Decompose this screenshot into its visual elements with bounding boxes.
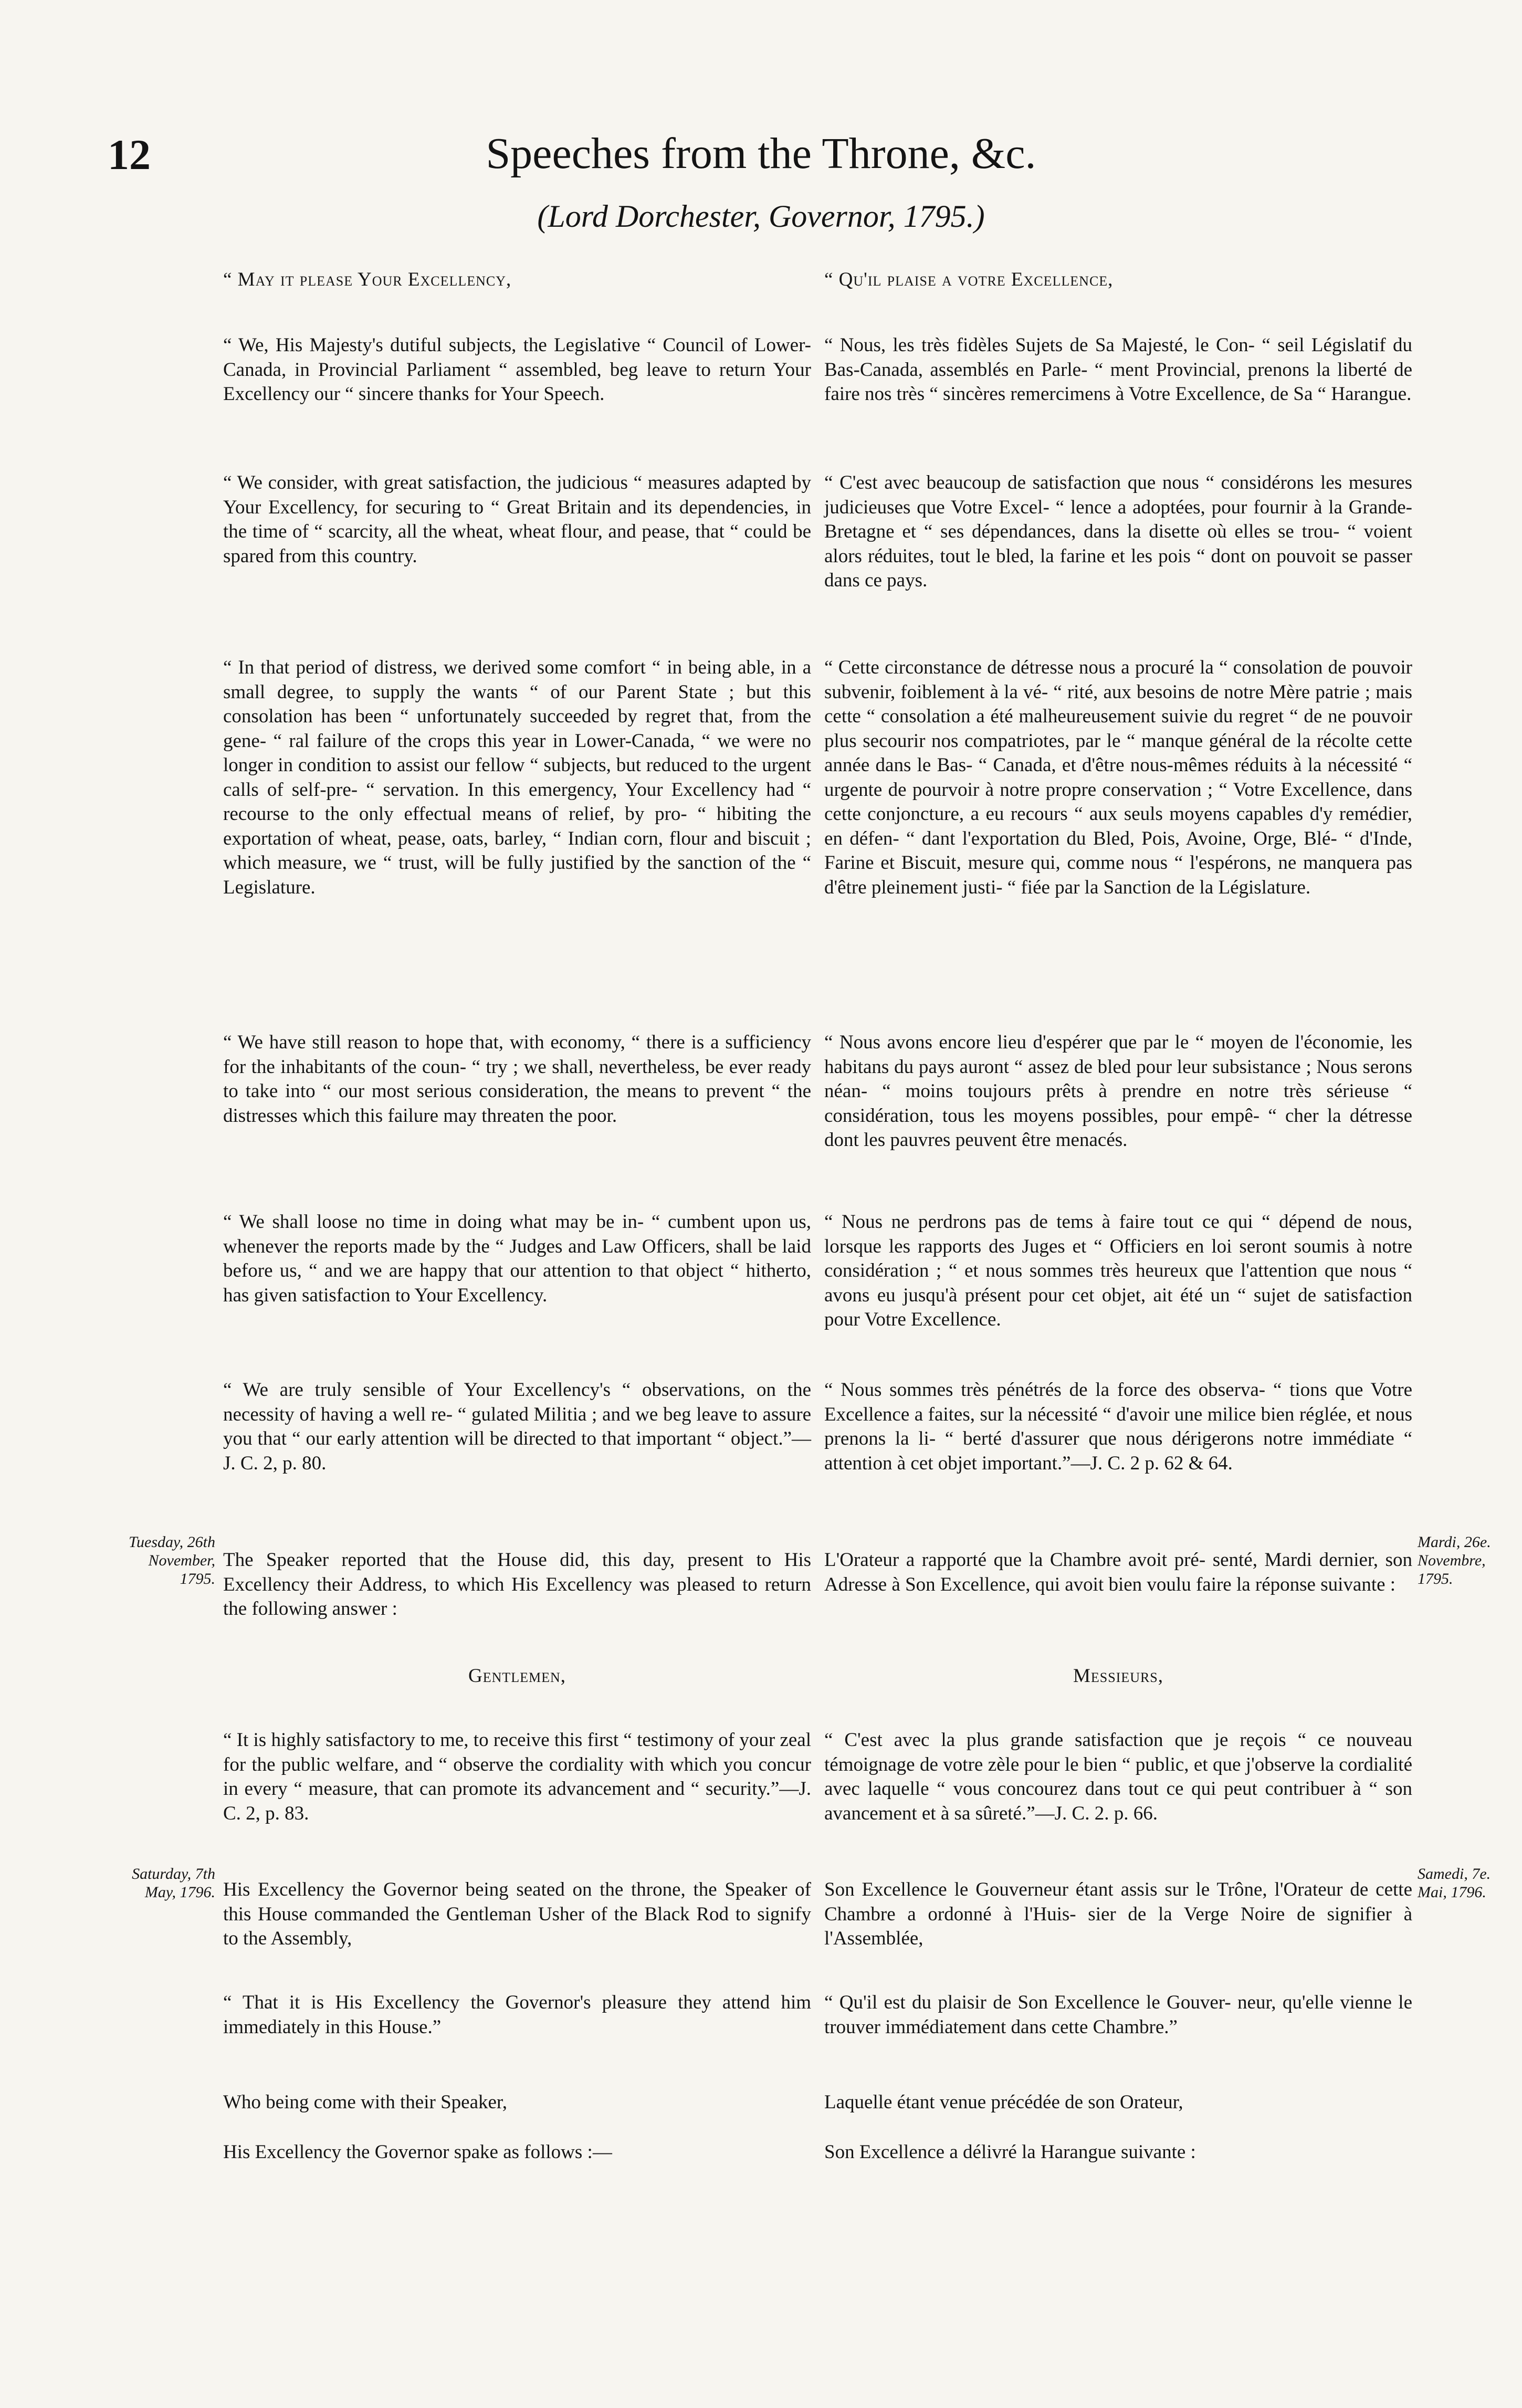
answer-en: “ It is highly satisfactory to me, to receive this first “ testimony of your zeal for the public welfare, and “ observe the cordiality with which you concur in every “ measure, that can promote its advancement and “ security.”—J. C. 2, p. 83. — [223, 1729, 811, 1824]
fr-paragraph-4: “ Nous avons encore lieu d'espérer que par le “ moyen de l'économie, les habitans du pays auront “ assez de bled pour leur subsistance ; Nous serons néan- “ moins toujours prêts à prendre en notre très sérieuse “ considération, tous les moyens possibles, pour empê- “ cher la détresse dont les pauvres peuvent être menacés. — [824, 1032, 1412, 1151]
session-spake-en: His Excellency the Governor spake as follows :— — [223, 2141, 612, 2163]
session-intro-en: His Excellency the Governor being seated on the throne, the Speaker of this House commanded the Gentleman Usher of the Black Rod to signify to the Assembly, — [223, 1879, 811, 1949]
answer-fr: “ C'est avec la plus grande satisfaction que je reçois “ ce nouveau témoignage de votre zèle pour le bien “ public, et que j'observe la cordialité avec laquelle “ vous concourez dans tout ce qui peut contribuer à “ son avancement et à sa sûreté.”—J. C. 2. p. 66. — [824, 1729, 1412, 1824]
session-speaker-en: Who being come with their Speaker, — [223, 2091, 508, 2113]
session-quote-en: “ That it is His Excellency the Governor's pleasure they attend him immediately in this House.” — [223, 1992, 811, 2038]
fr-paragraph-6: “ Nous sommes très pénétrés de la force des observa- “ tions que Votre Excellence a faites, sur la nécessité “ d'avoir une milice bien réglée, et nous prenons la li- “ berté d'assurer que nous dérigerons notre immédiate “ attention à cet objet important.”—J. C. 2 p. 62 & 64. — [824, 1379, 1412, 1474]
page-number: 12 — [108, 131, 151, 178]
margin-date-en-1795: Tuesday, 26th November, 1795. — [128, 1533, 215, 1587]
session-spake-fr: Son Excellence a délivré la Harangue suivante : — [824, 2141, 1196, 2163]
fr-paragraph-1: “ Nous, les très fidèles Sujets de Sa Majesté, le Con- “ seil Législatif du Bas-Canada, assemblés en Parle- “ ment Provincial, prenons la liberté de faire nos très “ sincères remercimens à Votre Excellence, de Sa “ Harangue. — [824, 334, 1412, 405]
report-en: The Speaker reported that the House did, this day, present to His Excellency their Address, to which His Excellency was pleased to return the following answer : — [223, 1549, 811, 1620]
en-paragraph-4: “ We have still reason to hope that, with economy, “ there is a sufficiency for the inhabitants of the coun- “ try ; we shall, nevertheless, be ever ready to take into “ our most serious consideration, the means to prevent “ the distresses which this failure may threaten the poor. — [223, 1032, 811, 1127]
en-salutation: “ May it please Your Excellency, — [223, 269, 512, 290]
fr-paragraph-2: “ C'est avec beaucoup de satisfaction que nous “ considérons les mesures judicieuses que Votre Excel- “ lence a adoptées, pour fournir à la Grande-Bretagne et “ ses dépendances, dans la disette où elles se trou- “ voient alors réduites, tout le bled, la farine et les pois “ dont on pouvoit se passer dans ce pays. — [824, 472, 1412, 591]
running-title: Speeches from the Throne, &c. — [486, 129, 1036, 178]
session-quote-fr: “ Qu'il est du plaisir de Son Excellence le Gouver- neur, qu'elle vienne le trouver immédiatement dans cette Chambre.” — [824, 1992, 1412, 2038]
fr-paragraph-3: “ Cette circonstance de détresse nous a procuré la “ consolation de pouvoir subvenir, foiblement à la vé- “ rité, aux besoins de notre Mère patrie ; mais cette “ consolation a été malheureusement suivie du regret “ de ne pouvoir plus secourir nos compatriotes, par le “ manque général de la récolte cette année dans le Bas- “ Canada, et d'être nous-mêmes réduits à la nécessité “ urgente de pourvoir à notre propre conservation ; “ Votre Excellence, dans cette conjoncture, a eu recours “ aux seuls moyens capables d'y remédier, en défen- “ dant l'exportation du Bled, Pois, Avoine, Orge, Blé- “ d'Inde, Farine et Biscuit, mesure qui, comme nous “ l'espérons, ne manquera pas d'être pleinement justi- “ fiée par la Sanction de la Législature. — [824, 657, 1412, 898]
report-fr: L'Orateur a rapporté que la Chambre avoit pré- senté, Mardi dernier, son Adresse à Son Excellence, qui avoit bien voulu faire la réponse suivante : — [824, 1549, 1412, 1595]
en-paragraph-1: “ We, His Majesty's dutiful subjects, the Legislative “ Council of Lower-Canada, in Provincial Parliament “ assembled, beg leave to return Your Excellency our “ sincere thanks for Your Speech. — [223, 334, 811, 405]
en-paragraph-6: “ We are truly sensible of Your Excellency's “ observations, on the necessity of having a well re- “ gulated Militia ; and we beg leave to assure you that “ our early attention will be directed to that important “ object.”—J. C. 2, p. 80. — [223, 1379, 811, 1474]
en-paragraph-3: “ In that period of distress, we derived some comfort “ in being able, in a small degree, to supply the wants “ of our Parent State ; but this consolation has been “ unfortunately succeeded by regret that, from the gene- “ ral failure of the crops this year in Lower-Canada, “ we were no longer in condition to assist our fellow “ subjects, but reduced to the urgent calls of self-pre- “ servation. In this emergency, Your Excellency had “ recourse to the only effectual means of relief, by pro- “ hibiting the exportation of wheat, pease, oats, barley, “ Indian corn, flour and biscuit ; which measure, we “ trust, will be fully justified by the sanction of the “ Legislature. — [223, 657, 811, 898]
answer-en-salutation: Gentlemen, — [468, 1665, 566, 1687]
subtitle: (Lord Dorchester, Governor, 1795.) — [537, 199, 985, 234]
margin-date-en-1796: Saturday, 7th May, 1796. — [132, 1865, 215, 1901]
margin-date-fr-1795: Mardi, 26e. Novembre, 1795. — [1418, 1533, 1491, 1587]
fr-paragraph-5: “ Nous ne perdrons pas de tems à faire tout ce qui “ dépend de nous, lorsque les rapports des Juges et “ Officiers en loi seront soumis à notre considération ; “ et nous sommes très heureux que l'attention que nous “ avons eu jusqu'à présent pour cet objet, ait été un “ sujet de satisfaction pour Votre Excellence. — [824, 1211, 1412, 1330]
answer-fr-salutation: Messieurs, — [1073, 1665, 1164, 1687]
session-intro-fr: Son Excellence le Gouverneur étant assis sur le Trône, l'Orateur de cette Chambre a ordonné à l'Huis- sier de la Verge Noire de signifier à l'Assemblée, — [824, 1879, 1412, 1949]
en-paragraph-2: “ We consider, with great satisfaction, the judicious “ measures adapted by Your Excellency, for securing to “ Great Britain and its dependencies, in the time of “ scarcity, all the wheat, wheat flour, and pease, that “ could be spared from this country. — [223, 472, 811, 567]
margin-date-fr-1796: Samedi, 7e. Mai, 1796. — [1418, 1865, 1491, 1901]
fr-salutation: “ Qu'il plaise a votre Excellence, — [824, 269, 1114, 290]
en-paragraph-5: “ We shall loose no time in doing what may be in- “ cumbent upon us, whenever the reports made by the “ Judges and Law Officers, shall be laid before us, “ and we are happy that our attention to that object “ hitherto, has given satisfaction to Your Excellency. — [223, 1211, 811, 1306]
session-speaker-fr: Laquelle étant venue précédée de son Orateur, — [824, 2091, 1183, 2113]
